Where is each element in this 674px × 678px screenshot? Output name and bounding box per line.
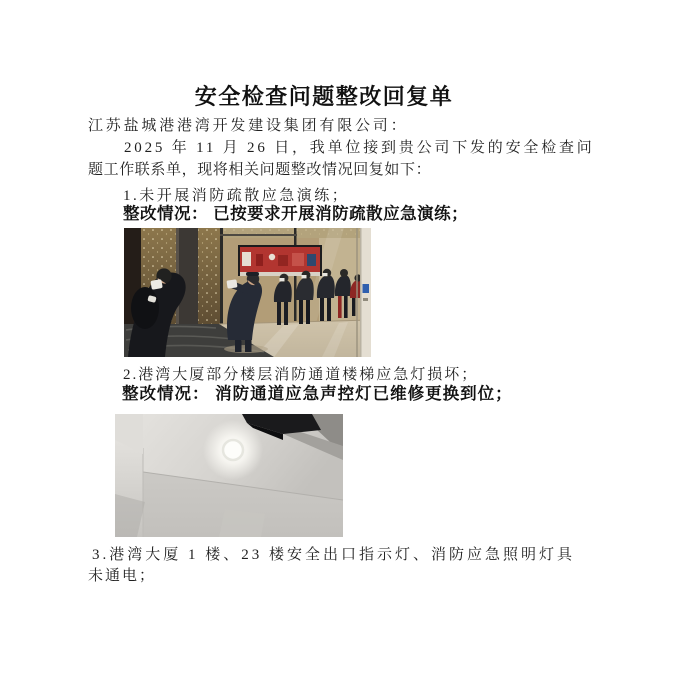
rectification-reply-2: 整改情况： 消防通道应急声控灯已维修更换到位；	[122, 385, 513, 403]
intro-paragraph-line-2: 题工作联系单，现将相关问题整改情况回复如下：	[88, 162, 432, 178]
salutation-line: 江苏盐城港港湾开发建设集团有限公司：	[88, 118, 409, 134]
problem-item-3-line-1: 3.港湾大厦 1 楼、23 楼安全出口指示灯、消防应急照明灯具	[92, 547, 576, 563]
fire-drill-photo	[124, 228, 371, 357]
problem-item-3-line-2: 未通电；	[88, 568, 157, 584]
document-title: 安全检查问题整改回复单	[194, 84, 454, 109]
problem-item-1: 1.未开展消防疏散应急演练；	[123, 188, 350, 204]
repaired-light-photo	[115, 414, 343, 537]
problem-item-2: 2.港湾大厦部分楼层消防通道楼梯应急灯损坏；	[123, 367, 479, 383]
rectification-reply-1: 整改情况： 已按要求开展消防疏散应急演练；	[123, 205, 469, 223]
intro-paragraph-line-1: 2025 年 11 月 26 日，我单位接到贵公司下发的安全检查问	[124, 140, 595, 156]
